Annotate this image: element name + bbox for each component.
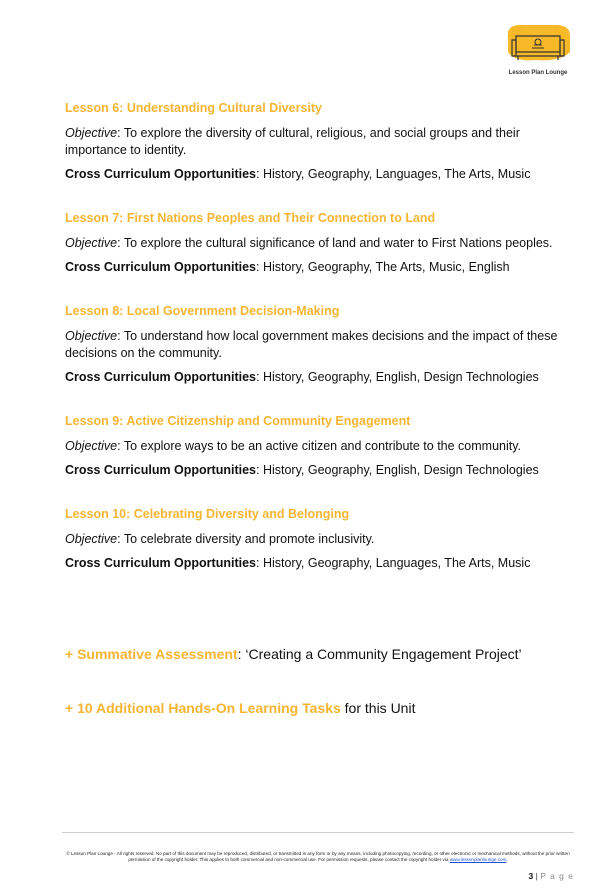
objective-label: Objective	[65, 126, 118, 140]
cco-text: : History, Geography, Languages, The Arts, Music	[256, 556, 531, 570]
lesson-plan-lounge-logo	[500, 22, 576, 80]
objective-text: : To explore ways to be an active citizen and contribute to the community.	[117, 439, 522, 453]
lesson-objective	[65, 235, 565, 252]
lesson-item	[65, 413, 565, 479]
cco-label: Cross Curriculum Opportunities	[65, 370, 256, 384]
cco-text: : History, Geography, English, Design Technologies	[256, 463, 539, 477]
cco-label: Cross Curriculum Opportunities	[65, 556, 256, 570]
lesson-title: Lesson 10: Celebrating Diversity and Belonging	[65, 507, 350, 521]
additional-tasks	[65, 699, 585, 717]
objective-text: : To celebrate diversity and promote inclusivity.	[117, 532, 375, 546]
lesson-objective	[65, 125, 565, 159]
sofa-logo-icon	[500, 22, 576, 72]
lesson-item	[65, 303, 565, 386]
cco-label: Cross Curriculum Opportunities	[65, 463, 256, 477]
cross-curriculum	[65, 259, 565, 276]
lesson-item	[65, 210, 565, 276]
objective-label: Objective	[65, 532, 118, 546]
lesson-title: Lesson 7: First Nations Peoples and Their Connection to Land	[65, 211, 436, 225]
lesson-title: Lesson 6: Understanding Cultural Diversity	[65, 101, 322, 115]
page-number	[520, 871, 574, 881]
page-separator: |	[533, 871, 541, 881]
cross-curriculum	[65, 369, 565, 386]
website-link[interactable]: www.lessonplanlounge.com	[449, 857, 507, 862]
objective-label: Objective	[65, 329, 118, 343]
copyright-text: © Lesson Plan Lounge - All rights reserved. No part of this document may be reproduced, distributed, or transmitted in any form or by any means, including photocopying, recording, or other electronic or mechanical methods, without the prior written permission of the copyright holder. This applies to both commercial and non-commercial use. For permission requests, please contact the copyright holder via	[66, 851, 570, 862]
lesson-title: Lesson 8: Local Government Decision-Making	[65, 304, 340, 318]
page-number-value: 3	[528, 871, 534, 881]
page-word: P a g e	[540, 871, 574, 881]
cco-text: : History, Geography, The Arts, Music, English	[256, 260, 510, 274]
url-suffix: .	[506, 857, 508, 862]
summative-text: : ‘Creating a Community Engagement Project’	[237, 646, 522, 662]
cross-curriculum	[65, 555, 565, 572]
footer-copyright	[62, 851, 574, 863]
lesson-title: Lesson 9: Active Citizenship and Community Engagement	[65, 414, 411, 428]
cross-curriculum	[65, 462, 565, 479]
objective-text: : To understand how local government makes decisions and the impact of these decisions on the community.	[65, 329, 558, 360]
additional-tasks-text: for this Unit	[340, 700, 416, 716]
lesson-item	[65, 506, 565, 572]
objective-label: Objective	[65, 439, 118, 453]
cco-label: Cross Curriculum Opportunities	[65, 260, 256, 274]
lesson-item	[65, 100, 565, 183]
lesson-objective	[65, 328, 565, 362]
lesson-objective	[65, 531, 565, 548]
footer-divider	[62, 832, 574, 833]
logo-text: Lesson Plan Lounge	[508, 70, 568, 76]
lesson-list	[65, 100, 565, 579]
objective-text: : To explore the cultural significance of land and water to First Nations peoples.	[117, 236, 553, 250]
cco-text: : History, Geography, Languages, The Arts, Music	[256, 167, 531, 181]
objective-text: : To explore the diversity of cultural, religious, and social groups and their importance to identity.	[65, 126, 520, 157]
summative-assessment	[65, 645, 585, 663]
additional-tasks-label: + 10 Additional Hands-On Learning Tasks	[65, 700, 341, 716]
cco-text: : History, Geography, English, Design Technologies	[256, 370, 539, 384]
cco-label: Cross Curriculum Opportunities	[65, 167, 256, 181]
objective-label: Objective	[65, 236, 118, 250]
cross-curriculum	[65, 166, 565, 183]
lesson-objective	[65, 438, 565, 455]
summative-label: + Summative Assessment	[65, 646, 238, 662]
